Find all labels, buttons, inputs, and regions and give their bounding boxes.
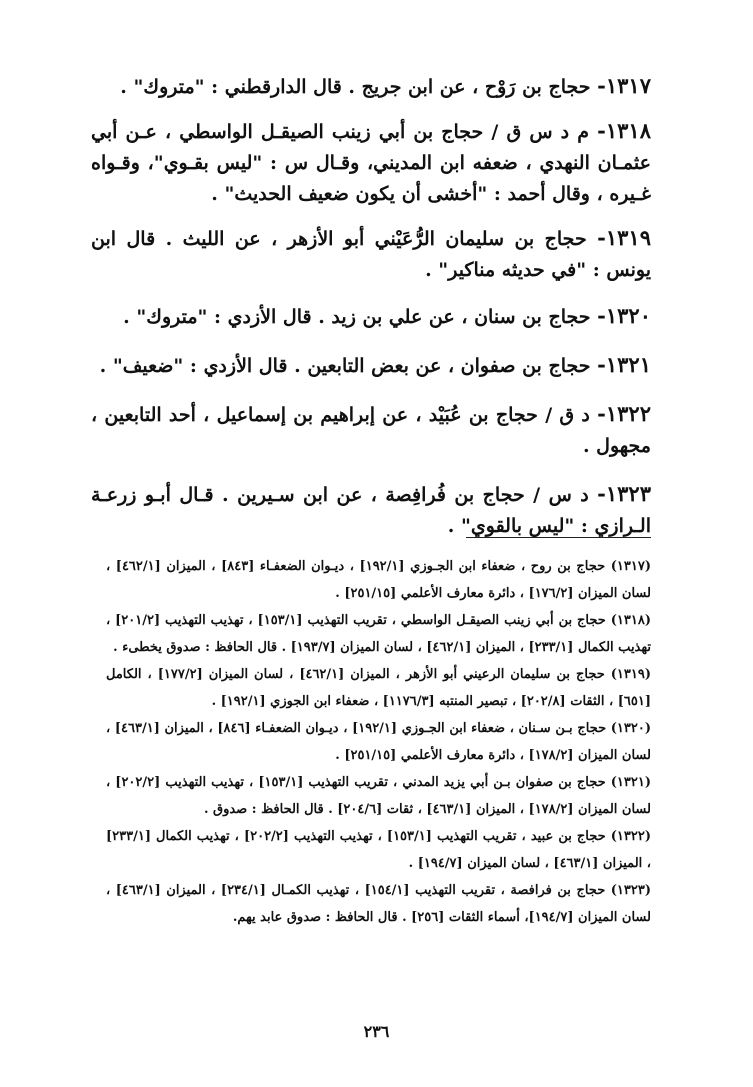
entry-text: حجاج بن رَوْح ، عن ابن جريج . قال الدارقطني : "متروك" .	[120, 76, 591, 98]
entry-text: حجاج بن سنان ، عن علي بن زيد . قال الأزدي : "متروك" .	[123, 306, 591, 328]
footnote-1322: (١٣٢٢) حجاج بن عبيد ، تقريب التهذيب [١٥٣/١] ، تهذيب التهذيب [٢٠٢/٢] ، تهذيب الكمال [٢٣٣/١] ، الميزان [٤٦٣/١] ، لسان الميزان [١٩٤/٧] .	[106, 829, 651, 871]
footnote-divider	[466, 537, 651, 538]
footnote-1317: (١٣١٧) حجاج بن روح ، ضعفاء ابن الجـوزي [١٩٢/١] ، ديـوان الضعفـاء [٨٤٣] ، الميزان [٤٦٢/١] ، لسان الميزان [١٧٦/٢] ، دائرة معارف الأعلمي [٢٥١/١٥] .	[106, 559, 651, 601]
entry-text: د س / حجاج بن فُرافِصة ، عن ابن سـيرين . قـال أبـو زرعـة الـرازي : "ليس بالقوي" .	[91, 484, 651, 537]
entry-number: ١٣١٧-	[597, 73, 651, 98]
entry-number: ١٣٢١-	[597, 352, 651, 377]
footnote-1320: (١٣٢٠) حجاج بـن سـنان ، ضعفاء ابن الجـوزي [١٩٢/١] ، ديـوان الضعفـاء [٨٤٦] ، الميزان [٤٦٣/١] ، لسان الميزان [١٧٨/٢] ، دائرة معارف الأعلمي [٢٥١/١٥] .	[106, 721, 651, 763]
entry-1319	[91, 222, 651, 286]
footnote-1323: (١٣٢٣) حجاج بن فرافصة ، تقريب التهذيب [١٥٤/١] ، تهذيب الكمـال [٢٣٤/١] ، الميزان [٤٦٣/١] ، لسان الميزان [١٩٤/٧]، أسماء الثقات [٢٥٦] . قال الحافظ : صدوق عابد يهم.	[106, 883, 652, 925]
entry-1320	[91, 300, 651, 333]
entry-number: ١٣٢٠-	[597, 303, 651, 328]
footnote-1318: (١٣١٨) حجاج بن أبي زينب الصيقـل الواسطي ، تقريب التهذيب [١٥٣/١] ، تهذيب التهذيب [٢٠١/٢] ، تهذيب الكمال [٢٣٣/١] ، الميزان [٤٦٢/١] ، لسان الميزان [١٩٣/٧] . قال الحافظ : صدوق يخطىء .	[106, 613, 651, 655]
entry-1318	[91, 115, 651, 210]
entry-1322	[91, 398, 651, 462]
entry-text: م د س ق / حجاج بن أبي زينب الصيقـل الواسطي ، عـن أبي عثمـان النهدي ، ضعفه ابن المديني، وقـال س : "ليس بقـوي"، وقـواه غـيره ، وقال أحمد : "أخشى أن يكون ضعيف الحديث" .	[91, 121, 651, 205]
footnotes	[106, 553, 651, 931]
entry-number: ١٣٢٣-	[597, 481, 651, 506]
entry-1317	[91, 70, 651, 103]
entry-number: ١٣٢٢-	[597, 401, 651, 426]
entry-1323	[91, 478, 651, 542]
entry-text: حجاج بن سليمان الرُّعَيْني أبو الأزهر ، عن الليث . قال ابن يونس : "في حديثه مناكير" .	[91, 228, 651, 281]
entry-text: حجاج بن صفوان ، عن بعض التابعين . قال الأزدي : "ضعيف" .	[99, 355, 591, 377]
footnote-1321: (١٣٢١) حجاج بن صفوان بـن أبي يزيد المدني ، تقريب التهذيب [١٥٣/١] ، تهذيب التهذيب [٢٠٢/٢] ، لسان الميزان [١٧٨/٢] ، الميزان [٤٦٣/١] ، ثقات [٢٠٤/٦] . قال الحافظ : صدوق .	[106, 775, 651, 817]
entry-number: ١٣١٩-	[597, 225, 651, 250]
entry-1321	[91, 349, 651, 382]
footnote-1319: (١٣١٩) حجاج بن سليمان الرعيني أبو الأزهر ، الميزان [٤٦٢/١] ، لسان الميزان [١٧٧/٢] ، الكامل [٦٥١] ، الثقات [٢٠٢/٨] ، تبصير المنتبه [١١٧٦/٣] ، ضعفاء ابن الجوزي [١٩٢/١] .	[106, 667, 651, 709]
entry-number: ١٣١٨-	[597, 118, 651, 143]
main-text	[91, 70, 651, 552]
page-number: ٢٣٦	[363, 1022, 390, 1041]
entry-text: د ق / حجاج بن عُبَيْد ، عن إبراهيم بن إسماعيل ، أحد التابعين ، مجهول .	[91, 404, 651, 457]
